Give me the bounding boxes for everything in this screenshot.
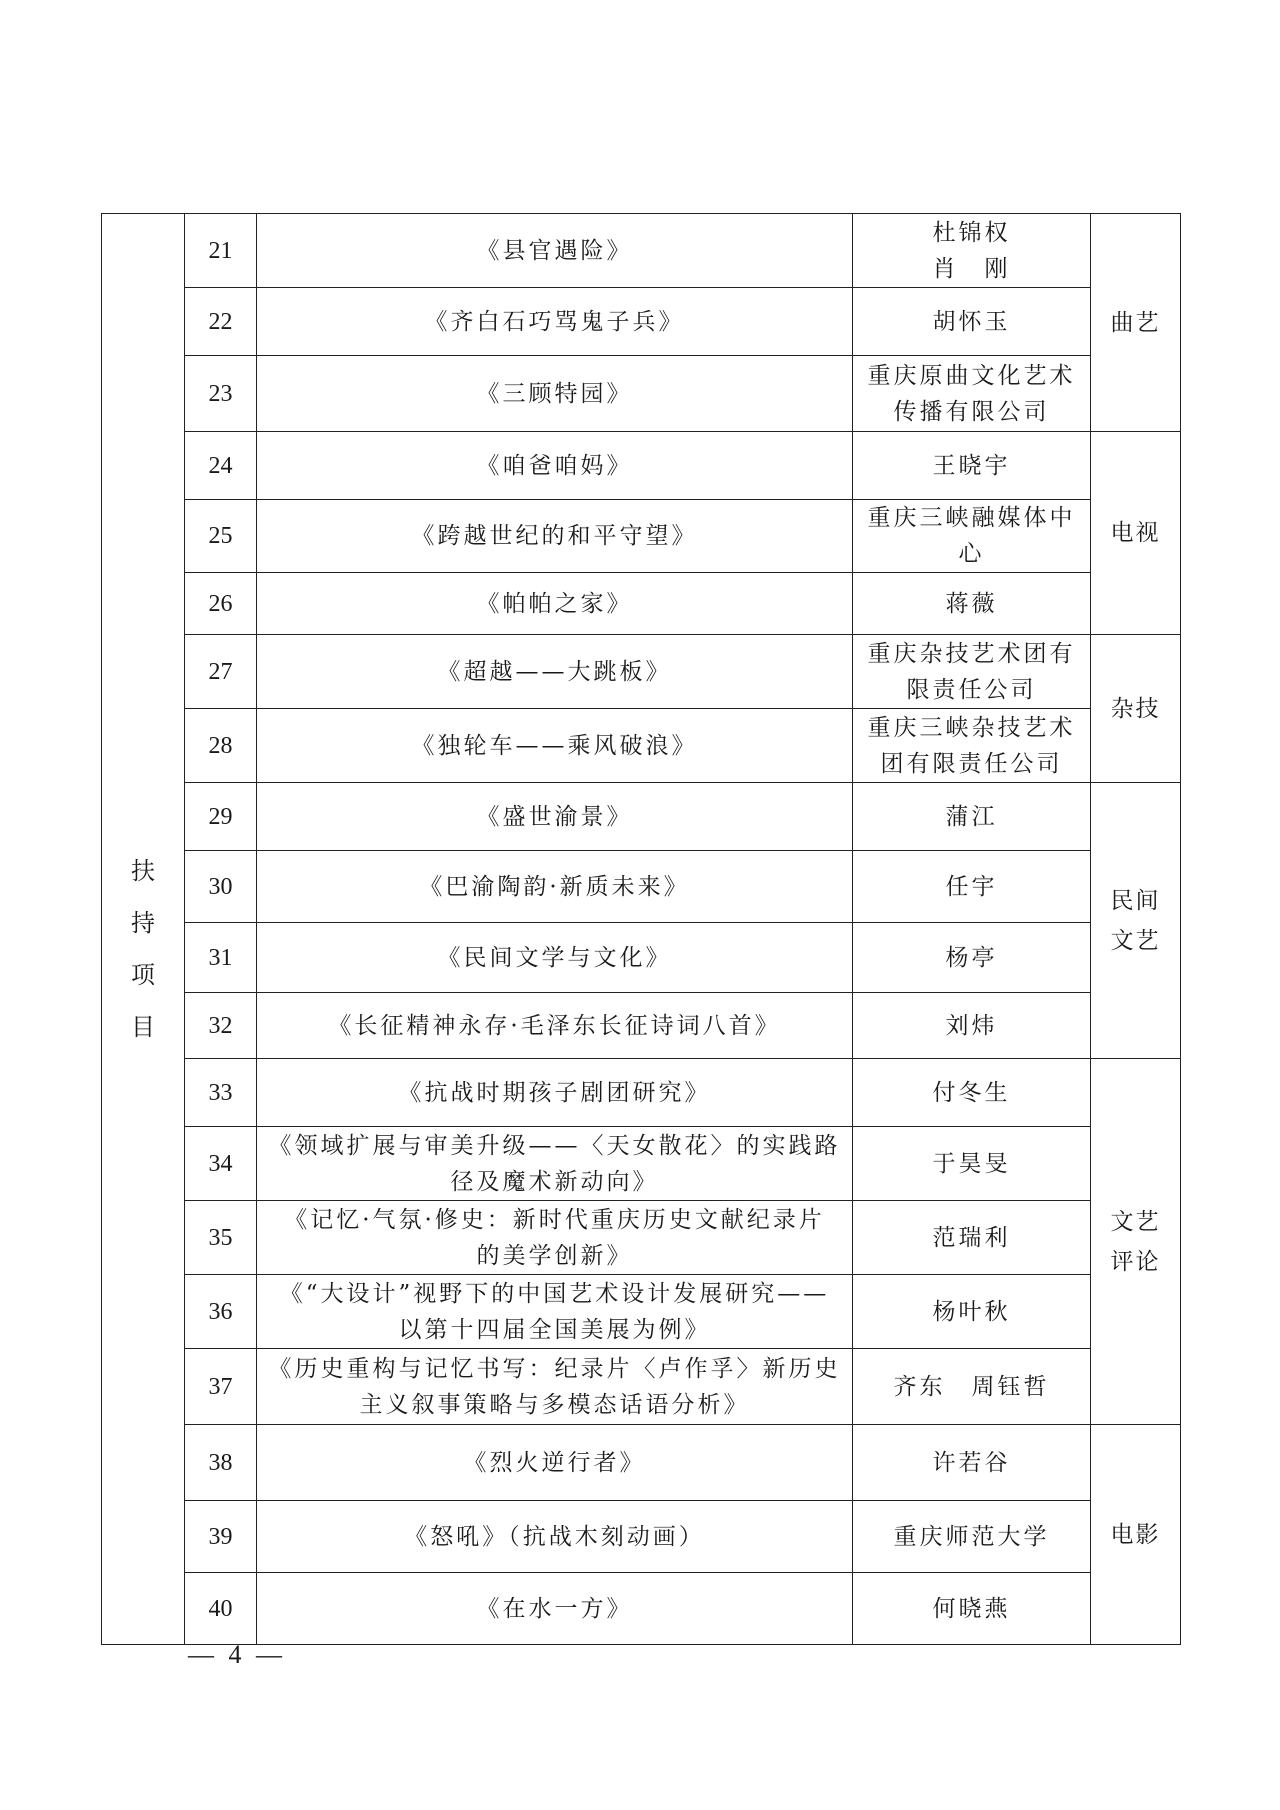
work-title: 《帕帕之家》 xyxy=(257,573,853,635)
row-number: 38 xyxy=(185,1425,257,1501)
row-number: 40 xyxy=(185,1573,257,1645)
work-title: 《齐白石巧骂鬼子兵》 xyxy=(257,288,853,356)
author-name: 杨叶秋 xyxy=(853,1275,1091,1349)
table-row xyxy=(102,993,1181,1059)
row-number: 29 xyxy=(185,783,257,851)
category-label: 电影 xyxy=(1091,1425,1181,1645)
work-title: 《跨越世纪的和平守望》 xyxy=(257,500,853,573)
category-label: 曲艺 xyxy=(1091,214,1181,432)
author-name: 范瑞利 xyxy=(853,1201,1091,1275)
table-row xyxy=(102,288,1181,356)
table-row xyxy=(102,635,1181,709)
author-name: 重庆原曲文化艺术 传播有限公司 xyxy=(853,356,1091,432)
row-number: 37 xyxy=(185,1349,257,1425)
work-title: 《咱爸咱妈》 xyxy=(257,432,853,500)
work-title: 《“大设计”视野下的中国艺术设计发展研究—— 以第十四届全国美展为例》 xyxy=(257,1275,853,1349)
table-row xyxy=(102,783,1181,851)
work-title: 《抗战时期孩子剧团研究》 xyxy=(257,1059,853,1127)
table-row xyxy=(102,500,1181,573)
row-number: 32 xyxy=(185,993,257,1059)
row-number: 33 xyxy=(185,1059,257,1127)
work-title: 《长征精神永存·毛泽东长征诗词八首》 xyxy=(257,993,853,1059)
category-label: 杂技 xyxy=(1091,635,1181,783)
author-name: 蒋薇 xyxy=(853,573,1091,635)
table-row xyxy=(102,1349,1181,1425)
work-title: 《怒吼》（抗战木刻动画） xyxy=(257,1501,853,1573)
row-number: 35 xyxy=(185,1201,257,1275)
row-number: 21 xyxy=(185,214,257,288)
author-name: 于昊旻 xyxy=(853,1127,1091,1201)
row-number: 22 xyxy=(185,288,257,356)
row-number: 25 xyxy=(185,500,257,573)
work-title: 《县官遇险》 xyxy=(257,214,853,288)
category-label: 电视 xyxy=(1091,432,1181,635)
row-number: 28 xyxy=(185,709,257,783)
author-name: 重庆三峡融媒体中心 xyxy=(853,500,1091,573)
work-title: 《记忆·气氛·修史：新时代重庆历史文献纪录片 的美学创新》 xyxy=(257,1201,853,1275)
author-name: 齐东 周钰哲 xyxy=(853,1349,1091,1425)
author-name: 重庆杂技艺术团有 限责任公司 xyxy=(853,635,1091,709)
table-row xyxy=(102,1275,1181,1349)
table-row xyxy=(102,1127,1181,1201)
row-number: 24 xyxy=(185,432,257,500)
author-name: 王晓宇 xyxy=(853,432,1091,500)
table-row xyxy=(102,1573,1181,1645)
table-row xyxy=(102,432,1181,500)
table-row xyxy=(102,1201,1181,1275)
table-row xyxy=(102,1059,1181,1127)
author-name: 许若谷 xyxy=(853,1425,1091,1501)
table-row xyxy=(102,573,1181,635)
work-title: 《烈火逆行者》 xyxy=(257,1425,853,1501)
row-number: 30 xyxy=(185,851,257,923)
row-number: 26 xyxy=(185,573,257,635)
author-name: 重庆三峡杂技艺术 团有限责任公司 xyxy=(853,709,1091,783)
author-name: 蒲江 xyxy=(853,783,1091,851)
table-row xyxy=(102,1501,1181,1573)
table-row xyxy=(102,356,1181,432)
row-number: 31 xyxy=(185,923,257,993)
author-name: 杨亭 xyxy=(853,923,1091,993)
table-row xyxy=(102,214,1181,288)
work-title: 《三顾特园》 xyxy=(257,356,853,432)
author-name: 杜锦权 肖 刚 xyxy=(853,214,1091,288)
work-title: 《独轮车——乘风破浪》 xyxy=(257,709,853,783)
work-title: 《民间文学与文化》 xyxy=(257,923,853,993)
table-row xyxy=(102,1425,1181,1501)
row-number: 23 xyxy=(185,356,257,432)
work-title: 《在水一方》 xyxy=(257,1573,853,1645)
author-name: 重庆师范大学 xyxy=(853,1501,1091,1573)
category-label: 民间 文艺 xyxy=(1091,783,1181,1059)
work-title: 《领域扩展与审美升级——〈天女散花〉的实践路 径及魔术新动向》 xyxy=(257,1127,853,1201)
author-name: 付冬生 xyxy=(853,1059,1091,1127)
work-title: 《巴渝陶韵·新质未来》 xyxy=(257,851,853,923)
work-title: 《超越——大跳板》 xyxy=(257,635,853,709)
category-label: 文艺 评论 xyxy=(1091,1059,1181,1425)
work-title: 《历史重构与记忆书写：纪录片〈卢作孚〉新历史 主义叙事策略与多模态话语分析》 xyxy=(257,1349,853,1425)
row-number: 27 xyxy=(185,635,257,709)
group-label: 扶 持 项 目 xyxy=(102,214,185,1645)
page-number: — 4 — xyxy=(188,1640,286,1669)
table-row xyxy=(102,709,1181,783)
author-name: 任宇 xyxy=(853,851,1091,923)
project-table xyxy=(101,213,1181,1645)
row-number: 39 xyxy=(185,1501,257,1573)
row-number: 36 xyxy=(185,1275,257,1349)
table-row xyxy=(102,923,1181,993)
table-row xyxy=(102,851,1181,923)
work-title: 《盛世渝景》 xyxy=(257,783,853,851)
row-number: 34 xyxy=(185,1127,257,1201)
author-name: 胡怀玉 xyxy=(853,288,1091,356)
author-name: 刘炜 xyxy=(853,993,1091,1059)
author-name: 何晓燕 xyxy=(853,1573,1091,1645)
